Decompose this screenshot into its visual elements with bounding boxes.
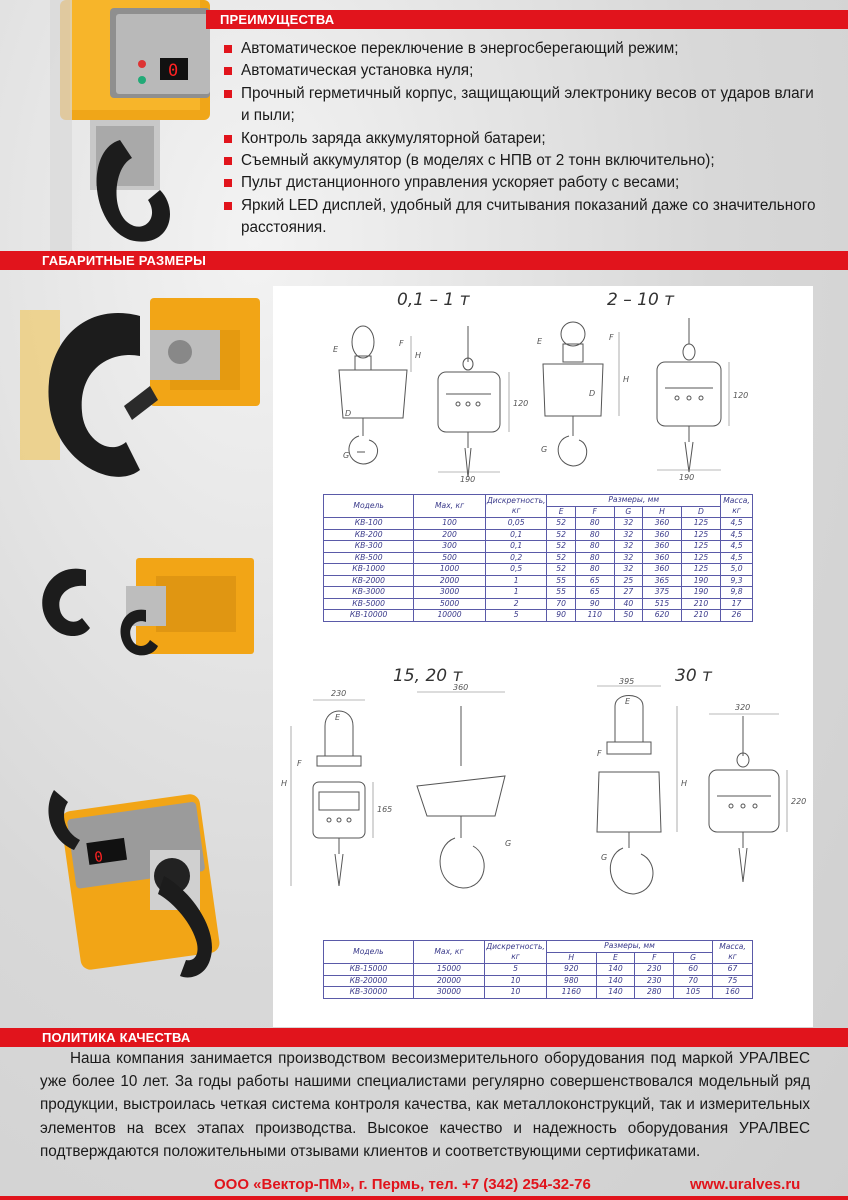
drawing-sheet xyxy=(273,286,813,1027)
table-cell: 80 xyxy=(575,518,614,530)
table-cell: 200 xyxy=(414,529,486,541)
table-cell: 50 xyxy=(614,610,642,622)
dim-w230: 230 xyxy=(331,689,347,698)
table-cell: КВ-10000 xyxy=(324,610,414,622)
table-cell: 360 xyxy=(642,541,681,553)
dim-h120-a: 120 xyxy=(513,399,529,408)
table-cell: 190 xyxy=(681,587,720,599)
table-cell: 230 xyxy=(635,964,674,976)
table-cell: 140 xyxy=(596,987,635,999)
dim-letter-h-4: H xyxy=(681,779,688,788)
dim-w360: 360 xyxy=(453,683,469,692)
table-row xyxy=(324,564,753,576)
table-cell: 160 xyxy=(713,987,753,999)
table-cell: 1000 xyxy=(414,564,486,576)
table-cell: 80 xyxy=(575,552,614,564)
table-cell: 20000 xyxy=(413,975,484,987)
table-cell: 9,3 xyxy=(721,575,753,587)
dim-letter-d: D xyxy=(345,409,352,418)
table-cell: 90 xyxy=(547,610,575,622)
svg-text:0: 0 xyxy=(168,61,179,81)
dim-letter-f: F xyxy=(399,339,404,348)
benefit-item: Пульт дистанционного управления ускоряет работу с весами; xyxy=(222,172,822,194)
table-row xyxy=(324,598,753,610)
table-cell: 125 xyxy=(681,552,720,564)
dim-letter-d-2: D xyxy=(589,389,596,398)
table-cell: 360 xyxy=(642,552,681,564)
table-cell: 9,8 xyxy=(721,587,753,599)
table-row xyxy=(324,987,753,999)
table-cell: 0,1 xyxy=(485,541,547,553)
table-cell: 80 xyxy=(575,564,614,576)
dim-w190-b: 190 xyxy=(679,473,695,482)
table-cell: КВ-100 xyxy=(324,518,414,530)
table-cell: 4,5 xyxy=(721,529,753,541)
table-cell: 15000 xyxy=(413,964,484,976)
dim-letter-g: G xyxy=(343,451,350,460)
table-cell: 0,5 xyxy=(485,564,547,576)
table-cell: 10 xyxy=(485,975,547,987)
table-cell: 5,0 xyxy=(721,564,753,576)
table-cell: 40 xyxy=(614,598,642,610)
dim-h220: 220 xyxy=(791,797,807,806)
table-cell: 980 xyxy=(547,975,597,987)
table-cell: КВ-20000 xyxy=(324,975,414,987)
table-cell: 140 xyxy=(596,975,635,987)
table-cell: 67 xyxy=(713,964,753,976)
dim-h165: 165 xyxy=(377,805,393,814)
table-row xyxy=(324,552,753,564)
table-cell: 125 xyxy=(681,529,720,541)
table-cell: КВ-2000 xyxy=(324,575,414,587)
benefit-item: Автоматическое переключение в энергосберегающий режим; xyxy=(222,38,822,60)
dim-letter-f-3: F xyxy=(297,759,302,768)
quality-policy-text xyxy=(40,1047,810,1163)
th2-h: H xyxy=(547,952,597,964)
table-cell: 110 xyxy=(575,610,614,622)
technical-drawing-bottom xyxy=(273,677,813,936)
spec-table-small xyxy=(323,494,753,622)
table-cell: 620 xyxy=(642,610,681,622)
table-cell: 27 xyxy=(614,587,642,599)
table-cell: 75 xyxy=(713,975,753,987)
table-cell: 10 xyxy=(485,987,547,999)
table-cell: 3000 xyxy=(414,587,486,599)
table-row xyxy=(324,587,753,599)
table-cell: 5 xyxy=(485,964,547,976)
benefit-item: Прочный герметичный корпус, защищающий электронику весов от ударов влаги и пыли; xyxy=(222,83,822,128)
table-cell: 210 xyxy=(681,610,720,622)
drawing-title-medium: 2 – 10 т xyxy=(607,290,675,310)
table-cell: 100 xyxy=(414,518,486,530)
table-cell: 230 xyxy=(635,975,674,987)
table-cell: 65 xyxy=(575,587,614,599)
table-cell: 1 xyxy=(485,587,547,599)
product-photo-scale-top xyxy=(30,0,210,262)
table-cell: КВ-3000 xyxy=(324,587,414,599)
table-cell: 5000 xyxy=(414,598,486,610)
th-e: E xyxy=(547,506,575,518)
table-cell: 32 xyxy=(614,564,642,576)
table-cell: 70 xyxy=(674,975,713,987)
table-cell: 52 xyxy=(547,518,575,530)
table-row xyxy=(324,518,753,530)
table-row xyxy=(324,975,753,987)
table-cell: 920 xyxy=(547,964,597,976)
table-cell: 32 xyxy=(614,529,642,541)
table-cell: 4,5 xyxy=(721,552,753,564)
th2-model: Модель xyxy=(324,941,414,964)
table-cell: 4,5 xyxy=(721,518,753,530)
dim-letter-f-2: F xyxy=(609,333,614,342)
footer-band xyxy=(0,1196,848,1200)
dim-w320: 320 xyxy=(735,703,751,712)
dimensions-title: ГАБАРИТНЫЕ РАЗМЕРЫ xyxy=(42,253,207,268)
dim-letter-h-3: H xyxy=(281,779,288,788)
table-row xyxy=(324,964,753,976)
table-cell: КВ-200 xyxy=(324,529,414,541)
dim-letter-g-2: G xyxy=(541,445,548,454)
benefit-item: Автоматическая установка нуля; xyxy=(222,60,822,82)
drawing-title-xlarge: 30 т xyxy=(675,666,712,686)
technical-drawing-top xyxy=(273,312,813,502)
table-cell: 300 xyxy=(414,541,486,553)
table-cell: 70 xyxy=(547,598,575,610)
table-cell: 0,1 xyxy=(485,529,547,541)
th2-disc: Дискретность, кг xyxy=(485,941,547,964)
table-cell: 105 xyxy=(674,987,713,999)
table-row xyxy=(324,610,753,622)
footer-website-link[interactable]: www.uralves.ru xyxy=(690,1176,801,1193)
table-cell: 4,5 xyxy=(721,541,753,553)
th2-mass: Масса, кг xyxy=(713,941,753,964)
table-cell: 80 xyxy=(575,541,614,553)
th2-dims: Размеры, мм xyxy=(547,941,713,953)
table-cell: 0,2 xyxy=(485,552,547,564)
table-cell: 32 xyxy=(614,552,642,564)
benefit-item: Контроль заряда аккумуляторной батареи; xyxy=(222,128,822,150)
table-cell: 65 xyxy=(575,575,614,587)
dim-letter-g-3: G xyxy=(505,839,512,848)
table-cell: 26 xyxy=(721,610,753,622)
table-cell: 30000 xyxy=(413,987,484,999)
table-cell: 125 xyxy=(681,518,720,530)
benefit-item: Съемный аккумулятор (в моделях с НПВ от 2 тонн включительно); xyxy=(222,150,822,172)
benefit-item: Яркий LED дисплей, удобный для считывания показаний даже со значительного расстояния. xyxy=(222,195,822,240)
table-cell: КВ-30000 xyxy=(324,987,414,999)
product-photo-hook-1 xyxy=(20,290,260,510)
th2-max: Max, кг xyxy=(413,941,484,964)
dim-letter-e: E xyxy=(333,345,339,354)
drawing-title-small: 0,1 – 1 т xyxy=(397,290,470,310)
th-f: F xyxy=(575,506,614,518)
product-photo-hook-2 xyxy=(36,556,256,666)
table-cell: 125 xyxy=(681,541,720,553)
table-cell: 17 xyxy=(721,598,753,610)
table-cell: КВ-500 xyxy=(324,552,414,564)
spec-table-large xyxy=(323,940,753,999)
table-cell: КВ-300 xyxy=(324,541,414,553)
table-cell: 2000 xyxy=(414,575,486,587)
table-cell: 52 xyxy=(547,564,575,576)
table-row xyxy=(324,541,753,553)
svg-text:0: 0 xyxy=(93,849,104,867)
dim-w395: 395 xyxy=(619,677,635,686)
product-photo-scale-bottom xyxy=(40,780,260,980)
th-max: Max, кг xyxy=(414,495,486,518)
table-cell: 10000 xyxy=(414,610,486,622)
table-cell: 500 xyxy=(414,552,486,564)
th-dims: Размеры, мм xyxy=(547,495,721,507)
table-cell: 80 xyxy=(575,529,614,541)
dim-w190-a: 190 xyxy=(460,475,476,484)
table-cell: 375 xyxy=(642,587,681,599)
table-row xyxy=(324,529,753,541)
table-cell: 360 xyxy=(642,529,681,541)
table-cell: КВ-1000 xyxy=(324,564,414,576)
dim-letter-e-4: E xyxy=(625,697,631,706)
benefits-list xyxy=(222,38,822,240)
table-cell: 125 xyxy=(681,564,720,576)
dim-h120-b: 120 xyxy=(733,391,749,400)
th-d: D xyxy=(681,506,720,518)
table-cell: КВ-15000 xyxy=(324,964,414,976)
table-cell: 210 xyxy=(681,598,720,610)
table-cell: 1160 xyxy=(547,987,597,999)
table-cell: 360 xyxy=(642,518,681,530)
table-cell: КВ-5000 xyxy=(324,598,414,610)
table-cell: 2 xyxy=(485,598,547,610)
th-mass: Масса, кг xyxy=(721,495,753,518)
table-cell: 140 xyxy=(596,964,635,976)
table-cell: 5 xyxy=(485,610,547,622)
table-cell: 0,05 xyxy=(485,518,547,530)
th2-g: G xyxy=(674,952,713,964)
table-cell: 360 xyxy=(642,564,681,576)
table-cell: 365 xyxy=(642,575,681,587)
quality-title: ПОЛИТИКА КАЧЕСТВА xyxy=(42,1030,191,1045)
table-cell: 32 xyxy=(614,518,642,530)
th-disc: Дискретность, кг xyxy=(485,495,547,518)
dim-letter-h: H xyxy=(415,351,422,360)
table-cell: 55 xyxy=(547,575,575,587)
table-row xyxy=(324,575,753,587)
table-cell: 52 xyxy=(547,552,575,564)
th-h: H xyxy=(642,506,681,518)
table-cell: 25 xyxy=(614,575,642,587)
table-cell: 32 xyxy=(614,541,642,553)
table-cell: 60 xyxy=(674,964,713,976)
th2-e: E xyxy=(596,952,635,964)
dim-letter-e-2: E xyxy=(537,337,543,346)
drawing-title-large: 15, 20 т xyxy=(393,666,463,686)
table-cell: 55 xyxy=(547,587,575,599)
th2-f: F xyxy=(635,952,674,964)
table-cell: 190 xyxy=(681,575,720,587)
dim-letter-e-3: E xyxy=(335,713,341,722)
th-g: G xyxy=(614,506,642,518)
dim-letter-f-4: F xyxy=(597,749,602,758)
dim-letter-g-4: G xyxy=(601,853,608,862)
table-cell: 515 xyxy=(642,598,681,610)
table-cell: 1 xyxy=(485,575,547,587)
table-cell: 52 xyxy=(547,529,575,541)
table-cell: 90 xyxy=(575,598,614,610)
quality-paragraph: Наша компания занимается производством весоизмерительного оборудования под маркой УРАЛВЕС уже более 10 лет. За годы работы нашими специалистами регулярно совершенствовался модельный ряд продукции, выстроилась четкая система контроля качества, как металлоконструкций, так и измерительных элементов на всех этапах производства. Высокое качество и надежность оборудования УРАЛВЕС подтверждаются положительными отзывами клиентов и соответствующими сертификатами. xyxy=(40,1050,810,1160)
dim-letter-h-2: H xyxy=(623,375,630,384)
th-model: Модель xyxy=(324,495,414,518)
table-cell: 280 xyxy=(635,987,674,999)
table-cell: 52 xyxy=(547,541,575,553)
benefits-title: ПРЕИМУЩЕСТВА xyxy=(220,12,335,27)
footer-company-contacts: ООО «Вектор-ПМ», г. Пермь, тел. +7 (342) 254-32-76 xyxy=(214,1176,591,1193)
